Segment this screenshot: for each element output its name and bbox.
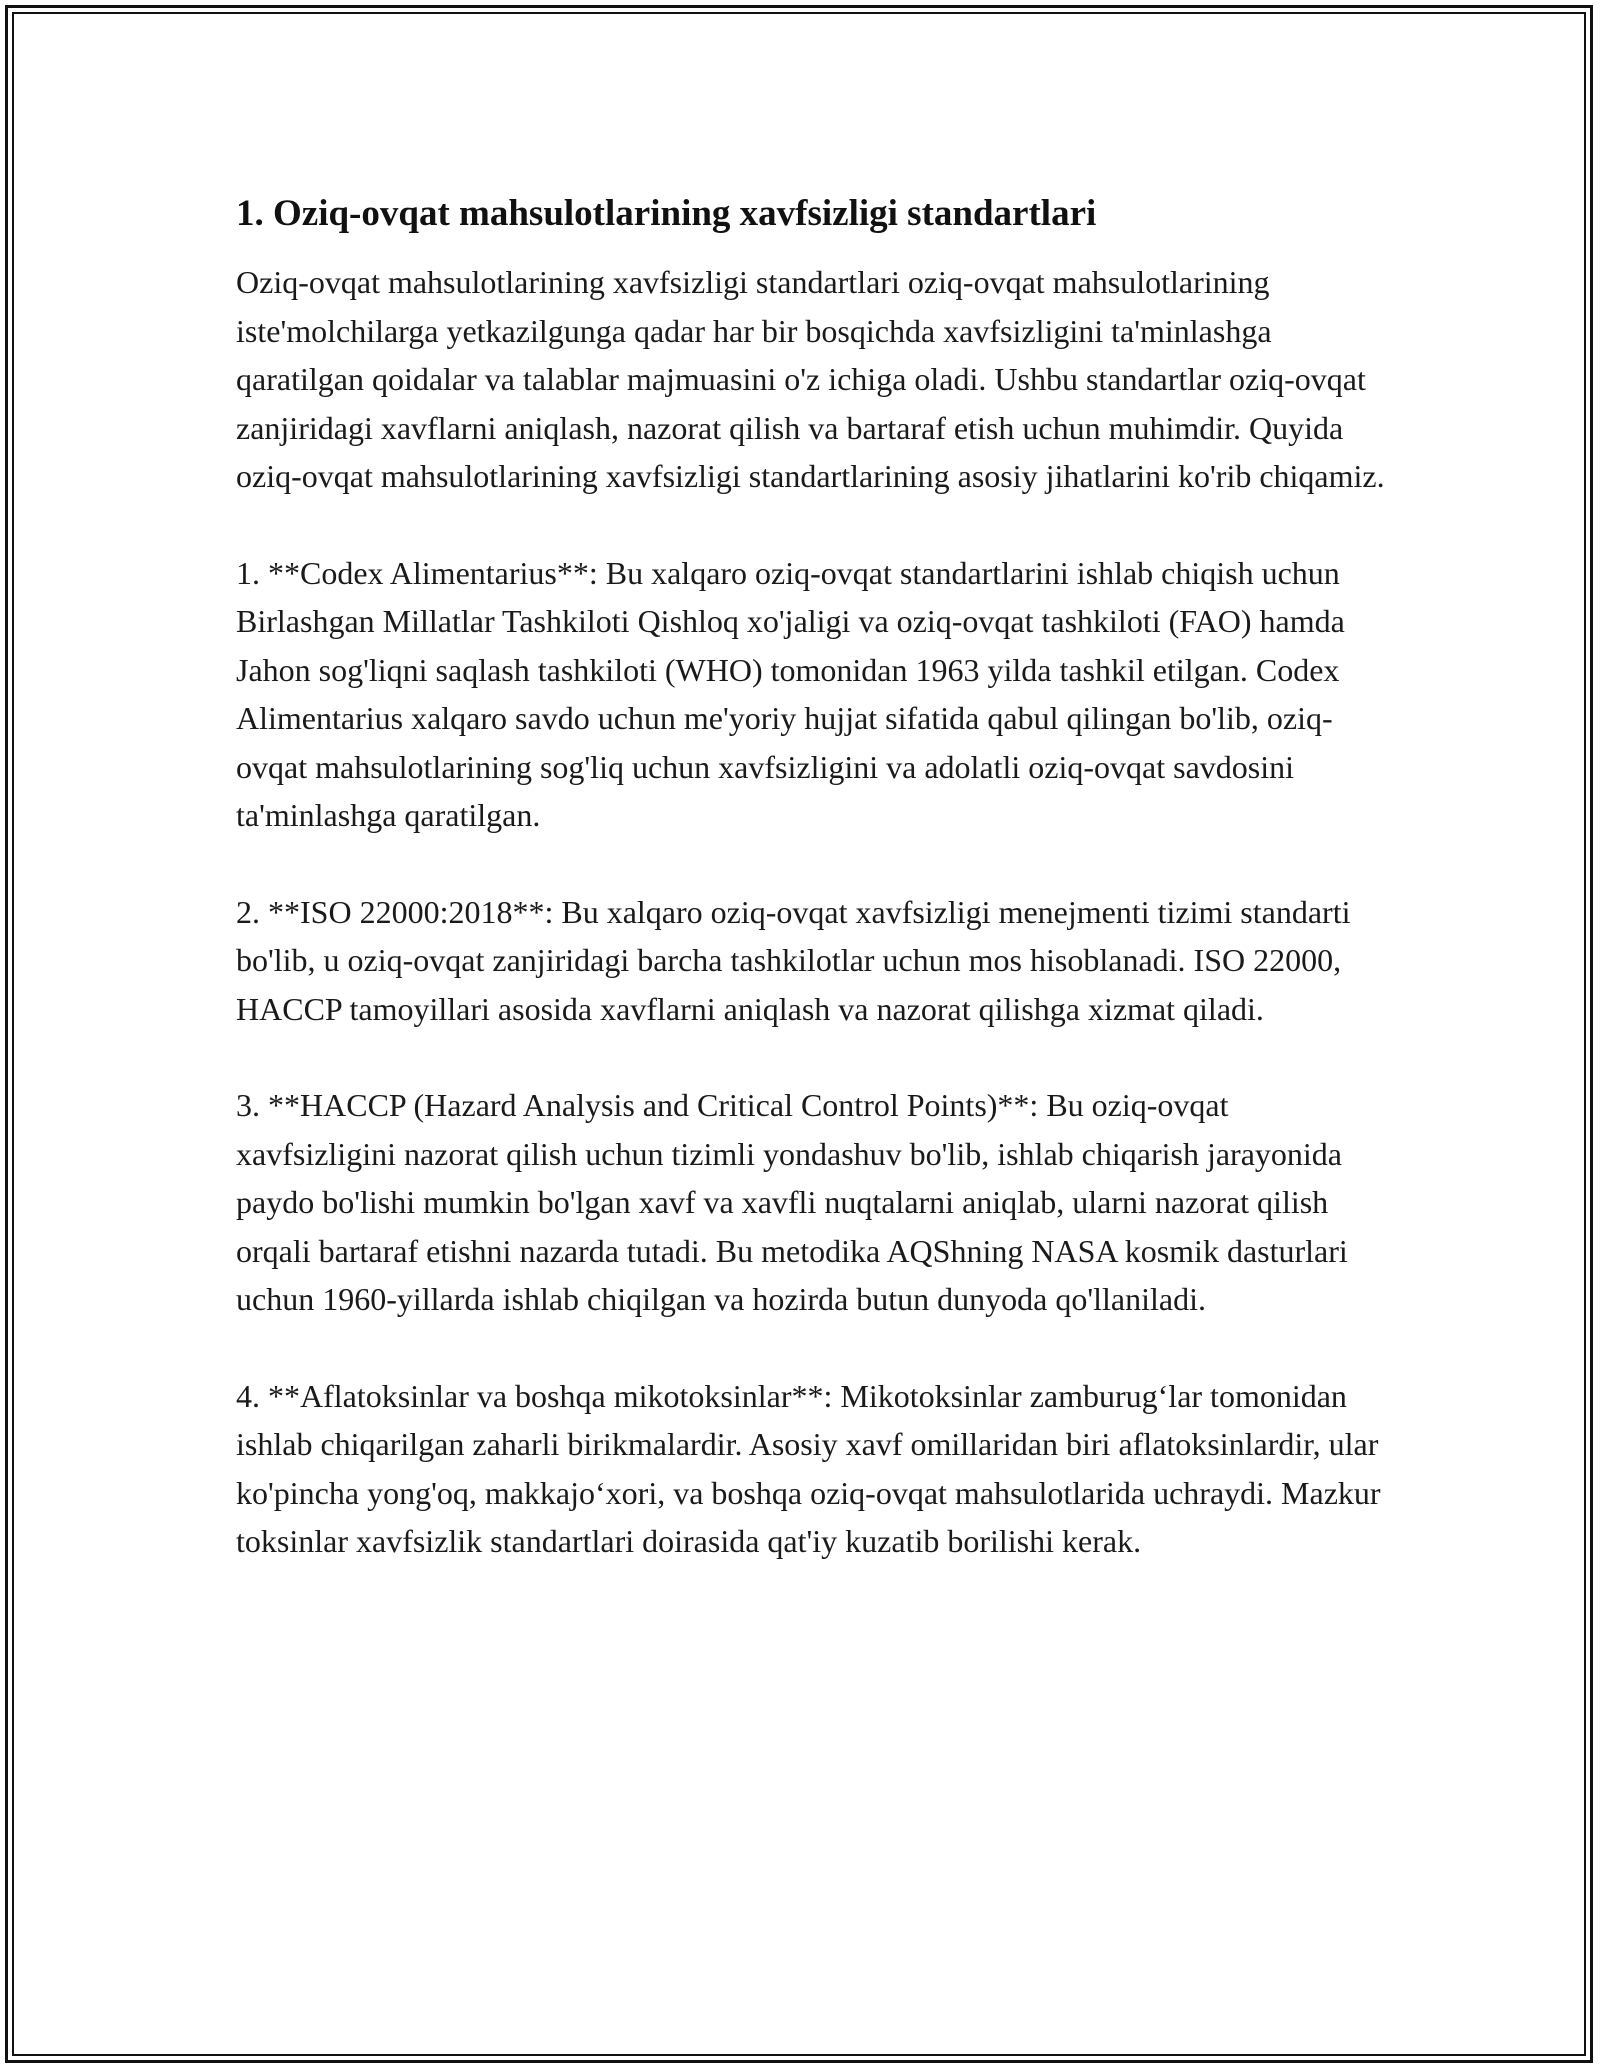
- paragraph-codex-alimentarius: 1. **Codex Alimentarius**: Bu xalqaro oziq-ovqat standartlarini ishlab chiqish uchun Birlashgan Millatlar Tashkiloti Qishloq xo'jaligi va oziq-ovqat tashkiloti (FAO) hamda Jahon sog'liqni saqlash tashkiloti (WHO) tomonidan 1963 yilda tashkil etilgan. Codex Alimentarius xalqaro savdo uchun me'yoriy hujjat sifatida qabul qilingan bo'lib, oziq-ovqat mahsulotlarining sog'liq uchun xavfsizligini va adolatli oziq-ovqat savdosini ta'minlashga qaratilgan.: [236, 554, 1345, 833]
- paragraph-iso-22000: 2. **ISO 22000:2018**: Bu xalqaro oziq-ovqat xavfsizligi menejmenti tizimi standarti bo'lib, u oziq-ovqat zanjiridagi barcha tashkilotlar uchun mos hisoblanadi. ISO 22000, HACCP tamoyillari asosida xavflarni aniqlash va nazorat qilishga xizmat qiladi.: [236, 893, 1351, 1027]
- paragraph-mycotoxins: 4. **Aflatoksinlar va boshqa mikotoksinlar**: Mikotoksinlar zamburug‘lar tomonidan ishlab chiqarilgan zaharli birikmalardir. Asosiy xavf omillaridan biri aflatoksinlardir, ular ko'pincha yong'oq, makkajo‘xori, va boshqa oziq-ovqat mahsulotlarida uchraydi. Mazkur toksinlar xavfsizlik standartlari doirasida qat'iy kuzatib borilishi kerak.: [236, 1377, 1381, 1559]
- paragraph-haccp: 3. **HACCP (Hazard Analysis and Critical Control Points)**: Bu oziq-ovqat xavfsizligini nazorat qilish uchun tizimli yondashuv bo'lib, ishlab chiqarish jarayonida paydo bo'lishi mumkin bo'lgan xavf va xavfli nuqtalarni aniqlab, ularni nazorat qilish orqali bartaraf etishni nazarda tutadi. Bu metodika AQShning NASA kosmik dasturlari uchun 1960-yillarda ishlab chiqilgan va hozirda butun dunyoda qo'llaniladi.: [236, 1087, 1348, 1317]
- intro-paragraph: Oziq-ovqat mahsulotlarining xavfsizligi standartlari oziq-ovqat mahsulotlarining iste'molchilarga yetkazilgunga qadar har bir bosqichda xavfsizligini ta'minlashga qaratilgan qoidalar va talablar majmuasini o'z ichiga oladi. Ushbu standartlar oziq-ovqat zanjiridagi xavflarni aniqlash, nazorat qilish va bartaraf etish uchun muhimdir. Quyida oziq-ovqat mahsulotlarining xavfsizligi standartlarining asosiy jihatlarini ko'rib chiqamiz.: [236, 264, 1385, 494]
- section-heading: 1. Oziq-ovqat mahsulotlarining xavfsizligi standartlari: [236, 193, 1097, 234]
- document-body: [236, 186, 1386, 1614]
